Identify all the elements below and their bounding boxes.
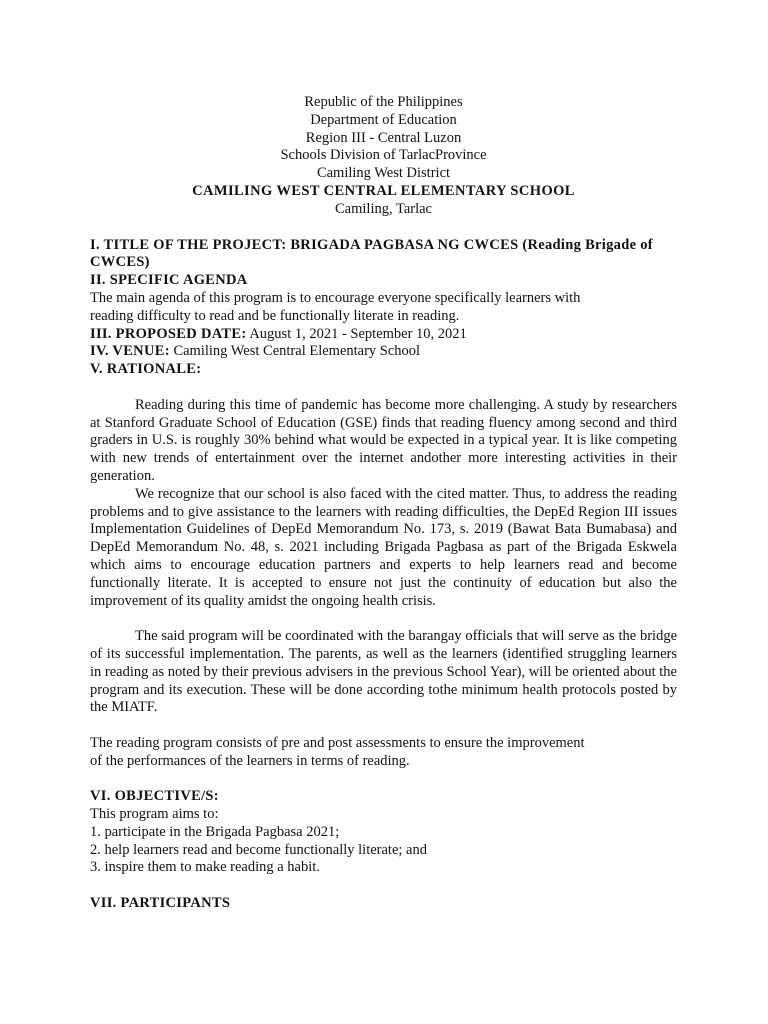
document-header xyxy=(90,94,677,219)
spacer xyxy=(90,379,677,397)
rationale-closing-line-2: of the performances of the learners in terms of reading. xyxy=(90,752,410,769)
objectives-intro: This program aims to: xyxy=(90,806,219,823)
objective-item-2: 2. help learners read and become functionally literate; and xyxy=(90,841,427,858)
section-venue xyxy=(90,343,677,361)
header-line-republic: Republic of the Philippines xyxy=(304,94,463,110)
document-page xyxy=(90,94,677,913)
section-proposed-date xyxy=(90,326,677,344)
venue-label: IV. VENUE: xyxy=(90,343,170,360)
objective-item-3: 3. inspire them to make reading a habit. xyxy=(90,859,320,876)
section-objectives-heading: VI. OBJECTIVE/S: xyxy=(90,788,219,805)
header-line-region: Region III - Central Luzon xyxy=(305,129,462,146)
objective-item-1: 1. participate in the Brigada Pagbasa 2021; xyxy=(90,823,340,840)
spacer xyxy=(90,770,677,788)
header-line-district: Camiling West District xyxy=(316,165,451,182)
section-title-heading: I. TITLE OF THE PROJECT: BRIGADA PAGBASA NG CWCES (Reading Brigade of CWCES) xyxy=(90,236,653,271)
school-name: CAMILING WEST CENTRAL ELEMENTARY SCHOOL xyxy=(192,182,575,199)
venue-value: Camiling West Central Elementary School xyxy=(169,343,421,360)
agenda-text-line-2: reading difficulty to read and be functionally literate in reading. xyxy=(90,307,460,324)
spacer xyxy=(90,717,677,735)
rationale-closing-line-1: The reading program consists of pre and post assessments to ensure the improvement xyxy=(90,734,585,751)
proposed-date-value: August 1, 2021 - September 10, 2021 xyxy=(246,325,467,342)
document-body xyxy=(90,237,677,913)
proposed-date-label: III. PROPOSED DATE: xyxy=(90,325,247,342)
header-line-department: Department of Education xyxy=(310,111,457,128)
rationale-paragraph-3: The said program will be coordinated with the barangay officials that will serve as the bridge of its successful implementation. The parents, as well as the learners (identified struggling learners in reading as noted by their previous advisers in the previous School Year), will be oriented about the program and its execution. These will be done according tothe minimum health protocols posted by the MIATF. xyxy=(90,628,677,716)
school-location: Camiling, Tarlac xyxy=(335,200,432,217)
section-rationale-heading: V. RATIONALE: xyxy=(90,361,202,378)
header-line-division: Schools Division of TarlacProvince xyxy=(280,147,487,164)
section-participants-heading: VII. PARTICIPANTS xyxy=(90,895,231,912)
rationale-paragraph-1: Reading during this time of pandemic has become more challenging. A study by researchers at Stanford Graduate School of Education (GSE) finds that reading fluency among second and third graders in U.S. is roughly 30% behind what would be expected in a typical year. It is like competing with new trends of entertainment over the internet andother more interesting activities in their generation. xyxy=(90,396,677,484)
spacer xyxy=(90,877,677,895)
agenda-text-line-1: The main agenda of this program is to encourage everyone specifically learners with xyxy=(90,289,581,306)
rationale-paragraph-2: We recognize that our school is also faced with the cited matter. Thus, to address the reading problems and to give assistance to the learners with reading difficulties, the DepEd Region III issues Implementation Guidelines of DepEd Memorandum No. 173, s. 2019 (Bawat Bata Bumabasa) and DepEd Memorandum No. 48, s. 2021 including Brigada Pagbasa as part of the Brigada Eskwela which aims to encourage education partners and experts to help learners read and become functionally literate. It is accepted to ensure not just the continuity of education but also the improvement of its quality amidst the ongoing health crisis. xyxy=(90,485,677,609)
section-agenda-heading: II. SPECIFIC AGENDA xyxy=(90,272,248,289)
spacer xyxy=(90,610,677,628)
